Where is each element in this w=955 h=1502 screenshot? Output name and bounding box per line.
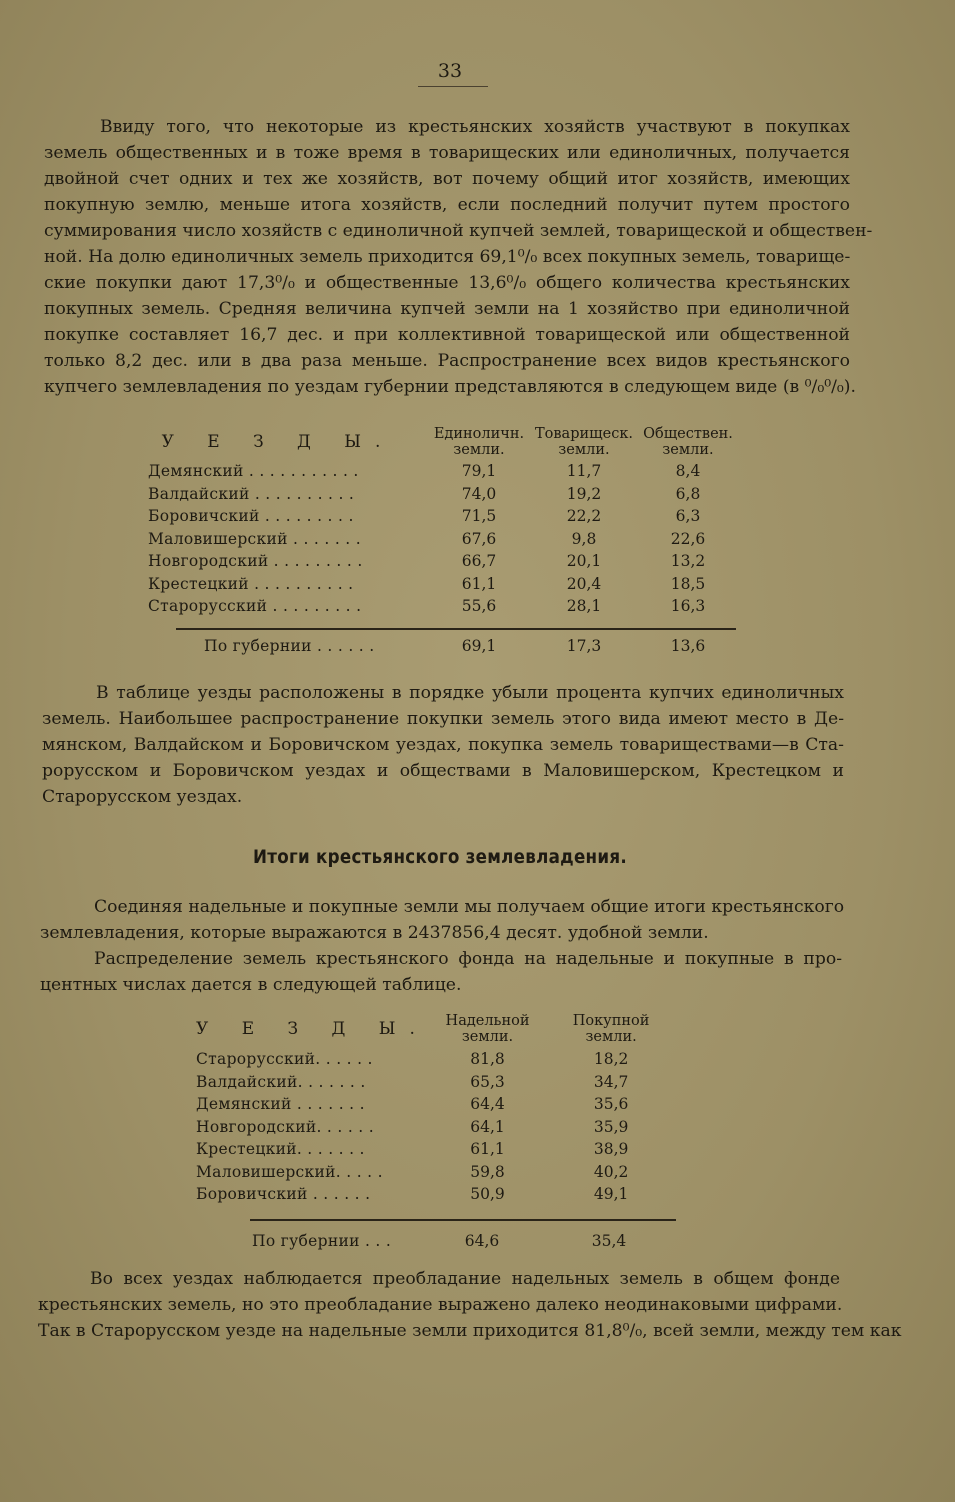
district-name: Валдайский . . . . . . . . . . [148,484,355,503]
table2-total-label: По губернии . . . [252,1232,392,1250]
table-row [148,505,738,528]
table1-header-community-line2: земли. [662,442,714,458]
percent-value: 50,9 [470,1185,505,1204]
table1-total-community: 13,6 [670,637,706,655]
table-row [196,1071,676,1094]
table2-header-allotment-line2: земли. [461,1029,514,1045]
table2-header-allotment-line1: Надельной [445,1013,530,1029]
district-name: Демянский . . . . . . . . . . . [148,462,359,481]
table1-header-uezdy: У Е З Д Ы. [161,432,395,452]
section-heading: Итоги крестьянского землевладения. [253,846,627,868]
table1-total [148,634,738,658]
text-line: ские покупки дают 17,3⁰/₀ и общественные 13,6⁰/₀ общего количества крестьянских [44,273,850,293]
table1-header-individual [428,424,530,460]
table1-total-partnership: 17,3 [566,637,602,655]
percent-value: 34,7 [593,1072,629,1091]
percent-value: 61,1 [470,1140,505,1159]
table1-header-partnership-line2: земли. [558,442,610,458]
table2-header-purchased-line1: Покупной [572,1013,650,1029]
text-line: рорусском и Боровичском уездах и обществами в Маловишерском, Крестецком и [42,761,844,781]
text-line: купчего землевладения по уездам губернии представляются в следующем виде (в ⁰/₀⁰/₀). [44,377,856,397]
percent-value: 64,1 [470,1117,505,1136]
percent-value: 40,2 [593,1162,629,1181]
text-line: земель общественных и в тоже время в товарищеских или единоличных, получается [44,143,850,163]
percent-value: 65,3 [470,1072,505,1091]
table1-header-community-line1: Обществен. [643,426,733,442]
table1-header-individual-line2: земли. [453,442,505,458]
table-row [148,595,738,618]
percent-value: 16,3 [670,597,706,616]
percent-value: 74,0 [461,484,497,503]
page-number: 33 [437,60,463,82]
table2-header-purchased [546,1010,676,1048]
percent-value: 6,3 [675,507,701,526]
percent-value: 81,8 [470,1050,505,1069]
table2-header-allotment [429,1010,546,1048]
percent-value: 79,1 [461,462,497,481]
text-line: землевладения, которые выражаются в 2437856,4 десят. удобной земли. [40,923,709,943]
percent-value: 55,6 [461,597,497,616]
percent-value: 22,2 [566,507,602,526]
text-line: Во всех уездах наблюдается преобладание надельных земель в общем фонде [90,1269,840,1289]
text-line: покупную землю, меньше итога хозяйств, если последний получит путем простого [44,195,850,215]
page-number-rule [418,86,488,87]
table1-header-community [638,424,738,460]
text-line: ной. На долю единоличных земель приходится 69,1⁰/₀ всех покупных земель, товарище- [44,247,851,267]
text-line: Соединяя надельные и покупные земли мы получаем общие итоги крестьянского [94,897,845,917]
percent-value: 22,6 [670,529,706,548]
table2-header-uezdy: У Е З Д Ы. [196,1019,429,1039]
percent-value: 35,9 [593,1117,629,1136]
text-line: Так в Старорусском уезде на надельные земли приходится 81,8⁰/₀, всей земли, между тем как [38,1321,902,1341]
table-purchase-types [148,424,738,618]
percent-value: 59,8 [470,1162,505,1181]
percent-value: 38,9 [593,1140,629,1159]
table-row [148,460,738,483]
table1-header-partnership [530,424,638,460]
percent-value: 20,4 [566,574,602,593]
paragraph-3 [40,894,845,998]
paragraph-2 [42,680,844,810]
text-line: мянском, Валдайском и Боровичском уездах, покупка земель товариществами—в Ста- [42,735,844,755]
district-name: Крестецкий . . . . . . . . . . [148,574,354,593]
table2-total [196,1228,676,1254]
percent-value: 9,8 [571,529,597,548]
percent-value: 61,1 [461,574,497,593]
percent-value: 20,1 [566,552,602,571]
paragraph-4 [38,1266,902,1344]
district-name: Боровичский . . . . . . [196,1185,371,1204]
text-line: центных числах дается в следующей таблице. [40,975,462,995]
table-row [148,550,738,573]
table-row [196,1138,676,1161]
percent-value: 18,5 [670,574,706,593]
table-row [148,573,738,596]
percent-value: 19,2 [566,484,602,503]
district-name: Крестецкий. . . . . . . [196,1140,365,1159]
table-row [196,1183,676,1206]
table-row [196,1116,676,1139]
text-line: Распределение земель крестьянского фонда на надельные и покупные в про- [94,949,842,969]
district-name: Старорусский . . . . . . . . . [148,597,362,616]
table1-total-individual: 69,1 [461,637,497,655]
percent-value: 35,6 [593,1095,629,1114]
table-row [196,1161,676,1184]
text-line: покупке составляет 16,7 дес. и при коллективной товарищеской или общественной [44,325,850,345]
text-line: только 8,2 дес. или в два раза меньше. Распространение всех видов крестьянского [44,351,850,371]
table-row [148,483,738,506]
table-row [196,1093,676,1116]
percent-value: 64,4 [470,1095,505,1114]
percent-value: 71,5 [461,507,497,526]
percent-value: 67,6 [461,529,497,548]
table1-header-individual-line1: Единоличн. [433,426,525,442]
percent-value: 13,2 [670,552,706,571]
table-row [196,1048,676,1071]
district-name: Новгородский . . . . . . . . . [148,552,363,571]
table2-header-purchased-line2: земли. [585,1029,637,1045]
table-allotment-vs-purchased [196,1010,676,1206]
percent-value: 8,4 [675,462,701,481]
table1-header-partnership-line1: Товарищеск. [534,426,633,442]
percent-value: 6,8 [675,484,701,503]
percent-value: 66,7 [461,552,497,571]
paragraph-1 [44,114,873,400]
text-line: крестьянских земель, но это преобладание выражено далеко неодинаковыми цифрами. [38,1295,843,1315]
district-name: Новгородский. . . . . . [196,1117,374,1136]
table1-total-label: По губернии . . . . . . [204,637,375,655]
text-line: земель. Наибольшее распространение покупки земель этого вида имеют место в Де- [42,709,844,729]
text-line: В таблице уезды расположены в порядке убыли процента купчих единоличных [96,683,844,703]
percent-value: 49,1 [593,1185,629,1204]
text-line: Старорусском уездах. [42,787,243,807]
text-line: покупных земель. Средняя величина купчей земли на 1 хозяйство при единоличной [44,299,850,319]
table-row [148,528,738,551]
district-name: Валдайский. . . . . . . [196,1072,366,1091]
district-name: Демянский . . . . . . . [196,1095,365,1114]
table2-total-purchased: 35,4 [591,1232,627,1250]
district-name: Маловишерский. . . . . [196,1162,383,1181]
table2-total-rule [250,1219,676,1221]
percent-value: 28,1 [566,597,602,616]
table1-total-rule [176,628,736,630]
text-line: суммирования число хозяйств с единоличной купчей землей, товарищеской и обществен- [44,221,873,241]
percent-value: 18,2 [593,1050,629,1069]
district-name: Маловишерский . . . . . . . [148,529,361,548]
table2-total-allotment: 64,6 [464,1232,500,1250]
district-name: Боровичский . . . . . . . . . [148,507,354,526]
text-line: Ввиду того, что некоторые из крестьянских хозяйств участвуют в покупках [100,117,850,137]
district-name: Старорусский. . . . . . [196,1050,373,1069]
text-line: двойной счет одних и тех же хозяйств, вот почему общий итог хозяйств, имеющих [44,169,850,189]
percent-value: 11,7 [566,462,602,481]
